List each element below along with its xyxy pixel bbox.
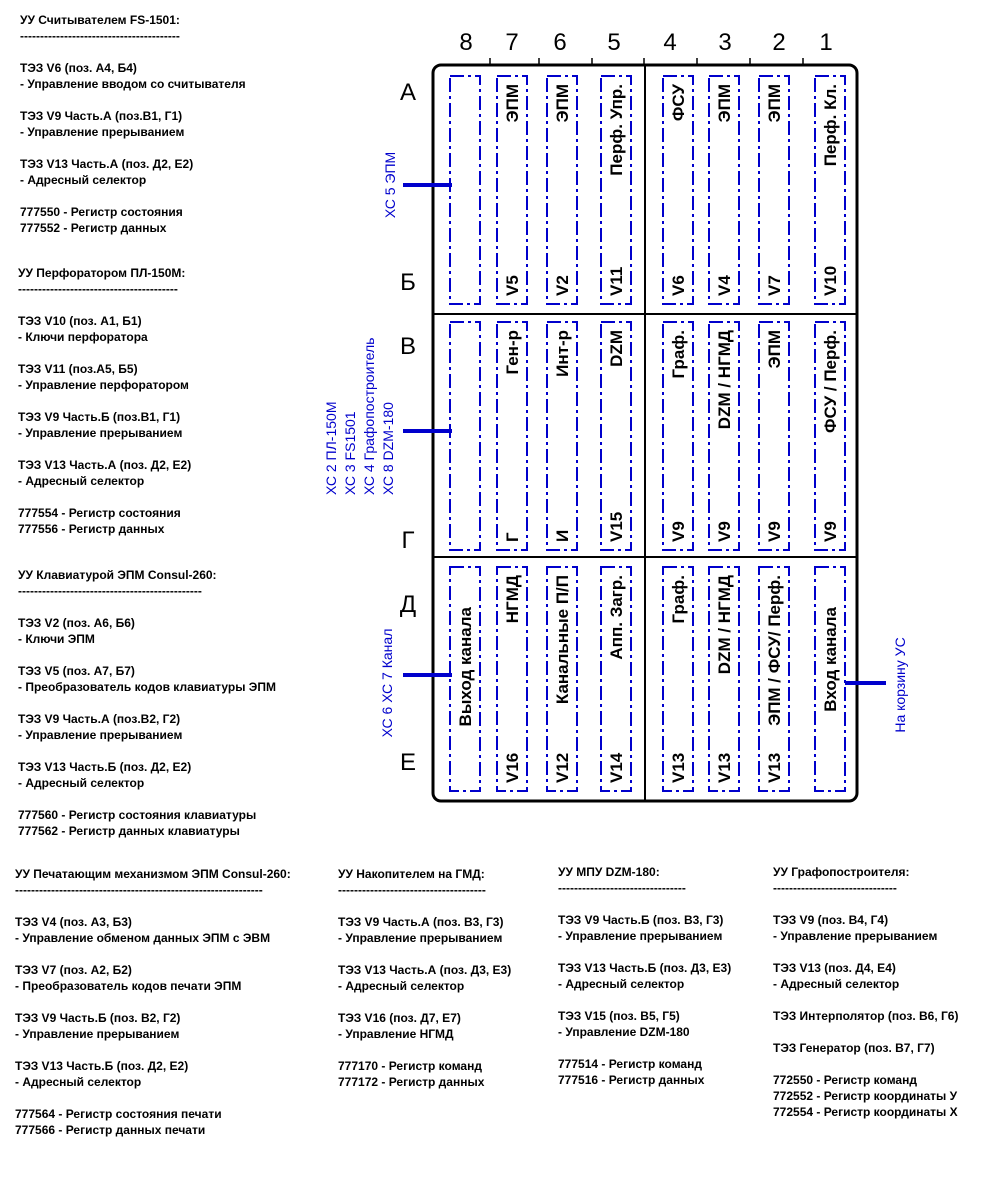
text-line: 777516 - Регистр данных [558,1073,705,1087]
slot-code: V6 [669,275,688,296]
connector-label-xc67: ХС 6 ХС 7 Канал [379,628,395,738]
text-line [558,896,731,912]
text-line: 777552 - Регистр данных [20,221,167,235]
text-line: - Адресный селектор [18,776,145,790]
slot-outline [450,322,480,550]
slot-code: V13 [765,752,784,783]
text-line: УУ Графопостроителя: [773,865,910,879]
text-line: УУ Перфоратором ПЛ-150М: [18,266,186,280]
text-line [15,1090,291,1106]
slot-label: Перф. Упр. [607,84,626,176]
text-line [338,994,511,1010]
text-line: ТЭЗ V13 Часть.А (поз. Д2, Е2) [20,157,194,171]
text-line [338,898,511,914]
text-line [15,898,291,914]
text-line: ТЭЗ V9 Часть.А (поз.В2, Г2) [18,712,181,726]
row-letter: Г [401,527,415,554]
text-line [773,1056,958,1072]
column-number: 1 [819,29,833,56]
text-line: - Ключи ЭПМ [18,632,95,646]
text-line: ТЭЗ V9 (поз. В4, Г4) [773,913,889,927]
slot-label: Вход канала [821,607,840,712]
text-line: 777562 - Регистр данных клавиатуры [18,824,240,838]
slot-code: V7 [765,275,784,296]
column-number: 6 [553,29,567,56]
slot-label: Граф. [669,575,688,624]
text-line: 777172 - Регистр данных [338,1075,485,1089]
slot-label: ЭПМ [765,84,784,123]
text-line: - Преобразователь кодов печати ЭПМ [15,979,242,993]
text-line: 777550 - Регистр состояния [20,205,183,219]
slot-code: V11 [607,266,626,296]
slot-label: ЭПМ / ФСУ/ Перф. [765,575,784,726]
text-line: ТЭЗ V9 Часть.Б (поз. В2, Г2) [15,1011,181,1025]
text-line: 772554 - Регистр координаты Х [773,1105,958,1119]
text-line: - Адресный селектор [20,173,147,187]
text-line: - Управление перфоратором [18,378,189,392]
slot-code: V9 [821,521,840,542]
text-line: ТЭЗ V7 (поз. А2, Б2) [15,963,132,977]
text-line: ТЭЗ V13 Часть.А (поз. Д3, Е3) [338,963,512,977]
text-line: ТЭЗ V4 (поз. А3, Б3) [15,915,132,929]
text-line: 777554 - Регистр состояния [18,506,181,520]
text-line [338,1042,511,1058]
text-line: 772552 - Регистр координаты У [773,1089,958,1103]
text-line [773,944,958,960]
slot-code: И [553,529,572,542]
slot-label: ЭПМ [765,330,784,369]
text-line: -------------------------------- [558,881,686,895]
text-line: 777556 - Регистр данных [18,522,165,536]
slot-label: Граф. [669,330,688,379]
slot-code: V9 [765,521,784,542]
text-line: ТЭЗ V16 (поз. Д7, Е7) [338,1011,461,1025]
text-line: ТЭЗ V13 (поз. Д4, Е4) [773,961,896,975]
slot-code: Г [503,532,522,542]
row-letter: Б [400,269,416,296]
text-line: ТЭЗ V5 (поз. А7, Б7) [18,664,135,678]
slot-label: ЭПМ [715,84,734,123]
text-line: - Управление DZM-180 [558,1025,690,1039]
slot-label: ЭПМ [503,84,522,123]
text-line [558,992,731,1008]
mpu-block [558,864,731,1088]
text-line: - Управление прерыванием [18,426,183,440]
plotter-block [773,864,958,1120]
text-line: ТЭЗ V10 (поз. А1, Б1) [18,314,142,328]
text-line: УУ Печатающим механизмом ЭПМ Consul-260: [15,867,291,881]
text-line: - Управление вводом со считывателя [20,77,246,91]
row-letter: А [399,79,417,106]
text-line: - Управление прерыванием [338,931,503,945]
text-line: - Управление прерыванием [18,728,183,742]
slot-code: V4 [715,275,734,296]
text-line: - Управление прерыванием [20,125,185,139]
text-line: ---------------------------------------- [20,29,180,43]
text-line: ТЭЗ V11 (поз.А5, Б5) [18,362,138,376]
slot-outline [450,76,480,304]
slot-code: V2 [553,275,572,296]
text-line [773,992,958,1008]
text-line: ------------------------------- [773,881,897,895]
connector-label-group: ХС 8 DZM-180 [380,402,396,495]
slot-label: ЭПМ [553,84,572,123]
column-number: 5 [607,29,621,56]
connector-label-group: ХС 3 FS1501 [342,411,358,495]
slot-label: Выход канала [456,607,475,727]
text-line: 777514 - Регистр команд [558,1057,702,1071]
text-line: 777170 - Регистр команд [338,1059,482,1073]
text-line: - Адресный селектор [18,474,145,488]
text-line [558,944,731,960]
text-line: - Управление прерыванием [558,929,723,943]
row-letter: Е [399,749,417,776]
printer-block [15,866,291,1138]
text-line: ---------------------------------------- [18,282,178,296]
row-letter: Д [399,591,417,618]
text-line: 772550 - Регистр команд [773,1073,917,1087]
text-line: ТЭЗ V15 (поз. В5, Г5) [558,1009,680,1023]
connector-label-group: ХС 2 ПЛ-150М [323,401,339,495]
text-line: - Управление НГМД [338,1027,454,1041]
slot-code: V12 [553,752,572,783]
text-line: ТЭЗ V2 (поз. А6, Б6) [18,616,135,630]
text-line: ТЭЗ V13 Часть.Б (поз. Д2, Е2) [15,1059,189,1073]
connector-label-group: ХС 4 Графопостроитель [361,337,377,495]
text-line: ТЭЗ Интерполятор (поз. В6, Г6) [773,1009,959,1023]
slot-label: Перф. Кл. [821,84,840,167]
slot-code: V16 [503,752,522,783]
disk-block [338,866,511,1090]
text-line: 777564 - Регистр состояния печати [15,1107,222,1121]
text-line: - Адресный селектор [15,1075,142,1089]
connector-label-xc5: ХС 5 ЭПМ [382,151,398,219]
text-line: УУ Считывателем FS-1501: [20,13,180,27]
text-line: ТЭЗ V9 Часть.А (поз. В3, Г3) [338,915,504,929]
text-line: ТЭЗ V6 (поз. А4, Б4) [20,61,137,75]
column-number: 7 [505,29,519,56]
slot-code: V14 [607,752,626,783]
text-line: УУ Накопителем на ГМД: [338,867,485,881]
text-line: -------------------------------------------------------------- [15,883,263,897]
text-line [15,1042,291,1058]
text-line: ТЭЗ V13 Часть.А (поз. Д2, Е2) [18,458,192,472]
slot-label: ФСУ / Перф. [821,330,840,433]
slot-label: Инт-р [553,330,572,377]
slot-label: Канальные П/П [553,575,572,705]
text-line [773,1024,958,1040]
text-line: - Ключи перфоратора [18,330,148,344]
text-line: - Адресный селектор [558,977,685,991]
text-line: 777566 - Регистр данных печати [15,1123,206,1137]
text-line: 777560 - Регистр состояния клавиатуры [18,808,257,822]
text-line: ---------------------------------------------- [18,584,202,598]
slot-code: V9 [715,521,734,542]
text-line: ТЭЗ V13 Часть.Б (поз. Д3, Е3) [558,961,732,975]
text-line: - Преобразователь кодов клавиатуры ЭПМ [18,680,276,694]
text-line: ТЭЗ Генератор (поз. В7, Г7) [773,1041,935,1055]
text-line: - Адресный селектор [773,977,900,991]
slot-label: DZM / НГМД [715,330,734,430]
column-number: 2 [772,29,786,56]
text-line: УУ МПУ DZM-180: [558,865,660,879]
text-line: УУ Клавиатурой ЭПМ Consul-260: [18,568,217,582]
slot-label: DZM / НГМД [715,575,734,675]
text-line: ТЭЗ V13 Часть.Б (поз. Д2, Е2) [18,760,192,774]
connector-label-right: На корзину УС [892,637,908,733]
text-line: - Управление прерыванием [15,1027,180,1041]
slot-label: ФСУ [669,84,688,122]
slot-label: НГМД [503,575,522,624]
slot-code: V13 [669,752,688,783]
slot-label: DZM [607,330,626,367]
slot-code: V5 [503,275,522,296]
text-line [558,1040,731,1056]
text-line [15,946,291,962]
column-number: 4 [663,29,677,56]
text-line [15,994,291,1010]
slot-code: V15 [607,511,626,542]
text-line: ТЭЗ V9 Часть.А (поз.В1, Г1) [20,109,183,123]
row-letter: В [399,333,417,360]
text-line [773,896,958,912]
slot-code: V9 [669,521,688,542]
text-line: ------------------------------------- [338,883,486,897]
slot-code: V10 [821,265,840,296]
text-line: - Управление прерыванием [773,929,938,943]
text-line: ТЭЗ V9 Часть.Б (поз. В3, Г3) [558,913,724,927]
text-line: ТЭЗ V9 Часть.Б (поз.В1, Г1) [18,410,181,424]
slot-label: Ген-р [503,330,522,375]
slot-code: V13 [715,752,734,783]
column-number: 8 [459,29,473,56]
column-number: 3 [718,29,732,56]
slot-label: Апп. Загр. [607,575,626,660]
text-line [338,946,511,962]
text-line: - Адресный селектор [338,979,465,993]
text-line: - Управление обменом данных ЭПМ с ЭВМ [15,931,271,945]
